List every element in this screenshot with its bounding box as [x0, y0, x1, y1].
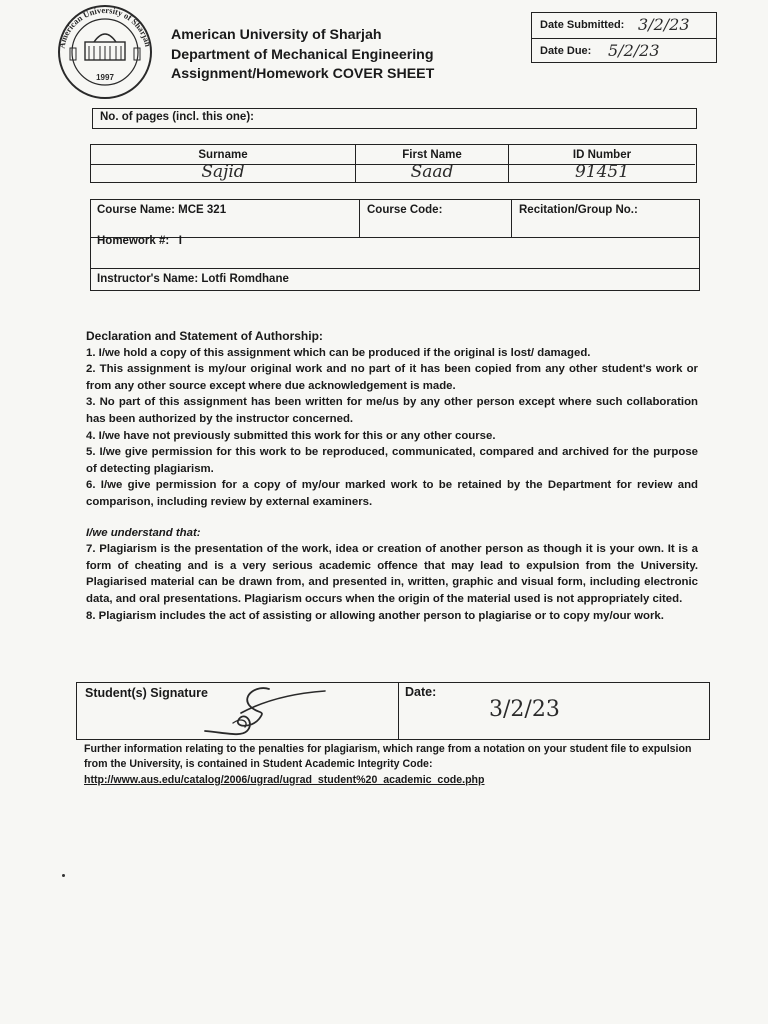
id-number-value: 91451	[574, 162, 630, 182]
understand-item: 7. Plagiarism is the presentation of the work, idea or creation of another person as though it is your own. It is a form of cheating and is a very serious academic offence that may lead to expulsion from the University. Plagiarised material can be drawn from, and presented in, written, graphic and visual form, including electronic data, and oral presentations. Plagiarism occurs when the origin of the material used is not appropriately cited.	[86, 543, 698, 605]
academic-code-link[interactable]: http://www.aus.edu/catalog/2006/ugrad/ugrad_student%20_academic_code.php	[84, 773, 485, 786]
date-submitted-label: Date Submitted:	[540, 19, 625, 31]
signature-box	[76, 682, 710, 740]
first-name-value: Saad	[410, 162, 454, 182]
declaration-item: 1. I/we hold a copy of this assignment which can be produced if the original is lost/ damaged.	[86, 346, 591, 359]
date-due-label: Date Due:	[540, 45, 592, 57]
date-submitted-value: 3/2/23	[638, 15, 690, 34]
course-code-label: Course Code:	[367, 204, 443, 216]
understand-item: 8. Plagiarism includes the act of assisting or allowing another person to plagiarise or to copy my/our work.	[86, 609, 664, 622]
declaration-item: 3. No part of this assignment has been written for me/us by any other person except where such collaboration has been authorized by the instructor concerned.	[86, 396, 698, 425]
signature-date-value: 3/2/23	[489, 697, 560, 722]
surname-cell	[91, 145, 356, 182]
first-name-header: First Name	[356, 145, 508, 165]
first-name-cell	[356, 145, 509, 182]
seal-year: 1997	[96, 73, 114, 82]
signature-label: Student(s) Signature	[85, 686, 208, 700]
instructor-name: Instructor's Name: Lotfi Romdhane	[97, 273, 289, 285]
declaration-item: 4. I/we have not previously submitted this work for this or any other course.	[86, 429, 496, 442]
handwritten-signature	[197, 683, 337, 739]
pages-field	[92, 108, 697, 129]
recitation-label: Recitation/Group No.:	[519, 204, 638, 216]
id-number-cell	[509, 145, 695, 182]
understand-heading: I/we understand that:	[86, 526, 201, 539]
homework-number: Homework #: I	[97, 235, 182, 247]
pages-label: No. of pages (incl. this one):	[100, 111, 254, 123]
date-submitted-row	[532, 13, 716, 38]
id-number-header: ID Number	[509, 145, 695, 165]
surname-value: Sajid	[201, 162, 245, 182]
declaration-section	[86, 328, 698, 624]
further-information	[84, 742, 704, 788]
course-name: Course Name: MCE 321	[97, 204, 227, 216]
stray-mark	[62, 874, 65, 877]
declaration-item: 6. I/we give permission for a copy of my/our marked work to be retained by the Department for review and comparison, including review by external examiners.	[86, 479, 698, 508]
date-due-row	[532, 38, 716, 64]
document-header	[171, 26, 434, 85]
further-information-text: Further information relating to the penalties for plagiarism, which range from a notation on your student file to expulsion from the University, is contained in Student Academic Integrity Code:	[84, 743, 692, 771]
declaration-item: 2. This assignment is my/our original work and no part of it has been copied from any other student's work or from any other source except where due acknowledgement is made.	[86, 363, 698, 392]
declaration-heading: Declaration and Statement of Authorship:	[86, 329, 323, 343]
signature-date-label: Date:	[405, 685, 437, 699]
seal-arc-text: American University of Sharjah	[56, 4, 154, 50]
date-due-value: 5/2/23	[608, 41, 660, 60]
university-name: American University of Sharjah	[171, 27, 382, 43]
course-info-box	[90, 199, 700, 291]
surname-header: Surname	[91, 145, 355, 165]
dates-box	[531, 12, 717, 63]
declaration-item: 5. I/we give permission for this work to be reproduced, communicated, compared and archived for the purpose of detecting plagiarism.	[86, 446, 698, 475]
department-name: Department of Mechanical Engineering	[171, 46, 434, 63]
student-names-table	[90, 144, 697, 183]
sheet-title: Assignment/Homework COVER SHEET	[171, 66, 435, 82]
university-seal-logo	[44, 2, 166, 100]
